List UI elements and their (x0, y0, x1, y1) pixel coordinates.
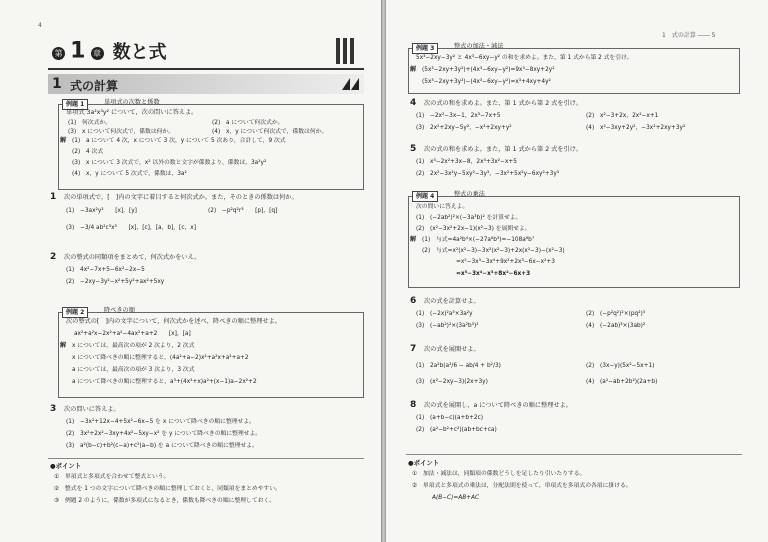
example-2-expression: ax²+a²x−2x²+a²−4ax²+a+2 [x]，[a] (74, 331, 191, 337)
problem-7-number: 7 (410, 344, 417, 354)
right-page (386, 0, 768, 542)
problem-2-item-2: (2) −2xy−3y²−x²+5y²+ax²+5xy (66, 279, 165, 285)
point-1: ① 単項式と多項式を合わせて整式という。 (54, 474, 170, 480)
problem-6-item-4: (4) (−2ab)³×(3ab)² (586, 323, 646, 329)
problem-4-item-1: (1) −2x²−3x−1，2x³−7x+5 (416, 113, 501, 119)
example-4-a3: =x⁵−3x³−3x⁴+9x²+2x³−6x−x²+3 (456, 259, 555, 265)
problem-4-item-2: (2) x²−3+2x，2x²−x+1 (586, 113, 659, 119)
example-4-title: 整式の乗法 (454, 191, 485, 198)
example-2-a3: a については，最高次の項が 3 次より，3 次式 (72, 367, 195, 373)
problem-3-item-2: (2) 3x²+2x²−3xy+4x²−5xy−x² を y について降べきの順に整理せよ。 (66, 431, 262, 437)
example-4-q2: (2) (x²−3x²+2x−1)(x²−3) を展開せよ。 (416, 226, 531, 232)
problem-7-text: 次の式を展開せよ。 (424, 346, 480, 353)
chapter-bars-icon (336, 38, 360, 66)
answer-mark: 解 (410, 236, 417, 243)
example-2-a2: x について降べきの順に整理すると，(4a²+a−2)x²+a²x+a²+a+2 (72, 355, 249, 361)
problem-1-text: 次の単項式で，[ ]内の文字に着目すると何次式か。また，そのときの係数は何か。 (64, 194, 298, 201)
example-4-q1: (1) (−2ab²)²×(−3a³b)² を計算せよ。 (416, 215, 522, 221)
example-1-a2: (2) 4 次式 (72, 149, 104, 155)
triangle-icon (342, 78, 360, 90)
example-4-a4: =x⁵−3x⁴−x³+8x²−6x+3 (456, 271, 531, 277)
problem-4-text: 次の式の和を求めよ。また，第 1 式から第 2 式を引け。 (424, 100, 582, 107)
example-3-intro: 5x³−2xy−3y² と 4x³−6xy−y² の和を求めよ。また，第 1 式から第 2 式を引け。 (416, 55, 633, 61)
example-3-a2: (5x³−2xy+3y²)−(4x³−6xy−y²)=x³+4xy+4y² (422, 79, 551, 85)
example-4-a2: (2) 与式=x²(x²−3)−3x²(x²−3)+2x(x²−3)−(x²−3) (422, 248, 565, 254)
point-heading: ●ポイント (408, 459, 440, 467)
problem-6-item-3: (3) (−ab²)²×(3a²b³)² (416, 323, 479, 329)
problem-7-item-4: (4) (a²−ab+2b²)(2a+b) (586, 379, 658, 385)
divider (406, 454, 742, 455)
problem-7-item-1: (1) 2a²b(a²/6 − ab/4 + b²/3) (416, 363, 501, 369)
problem-8-item-2: (2) (a²−b²+c²)(ab+bc+ca) (416, 427, 497, 433)
example-2-a4: a について降べきの順に整理すると，a³+(4x²+x)a²+(x−1)a−2x²+2 (72, 379, 257, 385)
problem-3-number: 3 (50, 404, 57, 414)
problem-6-item-1: (1) (−2x)²a³×3a²y (416, 311, 473, 317)
problem-7-item-3: (3) (x²−2xy−3)(2x+3y) (416, 379, 488, 385)
problem-2-text: 次の整式の同類項をまとめて，何次式かをいえ。 (64, 254, 201, 261)
problem-1-number: 1 (50, 192, 57, 202)
problem-5-number: 5 (410, 144, 417, 154)
example-1-q4: (4) x，y について何次式で，係数は何か。 (212, 129, 328, 135)
example-2-title: 降べきの順 (104, 307, 135, 314)
example-3-a1: (5x³−2xy+3y²)+(4x³−6xy−y²)=9x³−8xy+2y² (422, 67, 555, 73)
chapter-title: 数と式 (112, 42, 167, 63)
problem-2-number: 2 (50, 252, 57, 262)
running-header: 1 式の計算 ―― 5 (662, 32, 716, 39)
section-header (48, 74, 364, 94)
divider (48, 458, 364, 459)
answer-mark: 解 (60, 342, 67, 349)
page-number: 4 (38, 22, 42, 29)
chapter-num-char: 第 (52, 47, 65, 60)
problem-7-item-2: (2) (3x−y)(5x²−5x+1) (586, 363, 655, 369)
example-4-a1: (1) 与式=4a²b⁴×(−27a⁶b³)=−108a⁸b⁷ (422, 237, 535, 243)
section-number: 1 (52, 76, 62, 92)
answer-mark: 解 (410, 66, 417, 73)
problem-5-item-2: (2) 2x²−3x²y−5xy²−3y³，−3x²+5x²y−6xy²+3y³ (416, 171, 560, 177)
point-formula: A(B−C)=AB+AC (432, 495, 480, 501)
divider (48, 68, 364, 70)
problem-3-text: 次の問いに答えよ。 (64, 406, 120, 413)
problem-6-item-2: (2) (−p²q²)²×(pq²)³ (586, 311, 646, 317)
problem-6-number: 6 (410, 296, 417, 306)
example-1-q1: (1) 何次式か。 (68, 120, 111, 126)
left-page (0, 0, 381, 542)
problem-1-item-1: (1) −3ax²y² [x]，[y] (66, 208, 137, 214)
point-3: ③ 例題 2 のように，係数が多項式になるとき，係数も降べきの順に整理しておく。 (54, 498, 275, 504)
problem-3-item-1: (1) −3x²+12x−4+5x²−6x−5 を x について降べきの順に整理せよ。 (66, 419, 255, 425)
chapter-number: 1 (70, 38, 86, 64)
problem-2-item-1: (1) 4x²−7x+5−6x²−2x−5 (66, 267, 145, 273)
example-1-q2: (2) a について何次式か。 (212, 120, 284, 126)
example-1-a1: (1) a について 4 次，x について 3 次，y について 5 次あり，合計して，9 次式 (72, 138, 286, 144)
problem-4-item-4: (4) x²−3xy+2y²，−3x²+2xy+3y² (586, 125, 686, 131)
example-4-intro: 次の問いに答えよ。 (416, 204, 469, 210)
section-title: 式の計算 (70, 79, 119, 93)
chapter-char: 章 (91, 47, 104, 60)
point-heading: ●ポイント (50, 462, 82, 470)
point-2: ② 整式を 1 つの文字について降べきの順に整理しておくと，同類項をまとめやすい。 (54, 486, 281, 492)
problem-4-item-3: (3) 2x²+2xy−5y²，−x²+2xy+y² (416, 125, 512, 131)
point-1: ① 加法・減法は，同類項の係数どうしを足したり引いたりする。 (412, 471, 586, 477)
example-2-a1: x については，最高次の項が 2 次より，2 次式 (72, 343, 195, 349)
problem-5-item-1: (1) x³−2x²+3x−8，2x³+3x²−x+5 (416, 159, 517, 165)
example-1-title: 単項式の次数と係数 (104, 99, 160, 106)
example-1-q3: (3) x について何次式で，係数は何か。 (68, 129, 175, 135)
example-1-label: 例題 1 (62, 99, 88, 110)
problem-8-item-1: (1) (a+b−c)(a+b+2c) (416, 415, 484, 421)
example-3-label: 例題 3 (412, 43, 438, 54)
problem-8-number: 8 (410, 400, 417, 410)
example-4-label: 例題 4 (412, 191, 438, 202)
problem-5-text: 次の式の和を求めよ。また，第 1 式から第 2 式を引け。 (424, 146, 582, 153)
problem-6-text: 次の式を計算せよ。 (424, 298, 480, 305)
example-1-intro: 単項式 3a²x³y² について，次の問いに答えよ。 (66, 109, 198, 116)
problem-1-item-3: (3) −3/4 ab²c³x³ [x]，[c]，[a，b]，[c，x] (66, 225, 196, 231)
answer-mark: 解 (60, 137, 67, 144)
problem-4-number: 4 (410, 98, 417, 108)
problem-8-text: 次の式を展開し，a について降べきの順に整理せよ。 (424, 402, 572, 409)
point-2: ② 単項式と多項式の乗法は，分配法則を使って，単項式を多項式の各項に掛ける。 (412, 483, 632, 489)
problem-3-item-3: (3) a²(b−c)+b²(c−a)+c²(a−b) を a について降べきの順に整理せよ。 (66, 443, 258, 449)
problem-1-item-2: (2) −p²q²r³ [p]，[q] (208, 208, 278, 214)
example-1-a3: (3) x について 3 次式で，x² 以外の数と文字が係数より，係数は，3a²y² (72, 160, 267, 166)
chapter-header (52, 38, 167, 64)
example-2-intro: 次の整式の[ ]内の文字について，何次式かを述べ，降べきの順に整理せよ。 (66, 318, 281, 325)
example-1-a4: (4) x，y について 5 次式で，係数は，3a² (72, 171, 187, 177)
example-2-label: 例題 2 (62, 307, 88, 318)
example-3-title: 整式の加法・減法 (454, 43, 504, 50)
